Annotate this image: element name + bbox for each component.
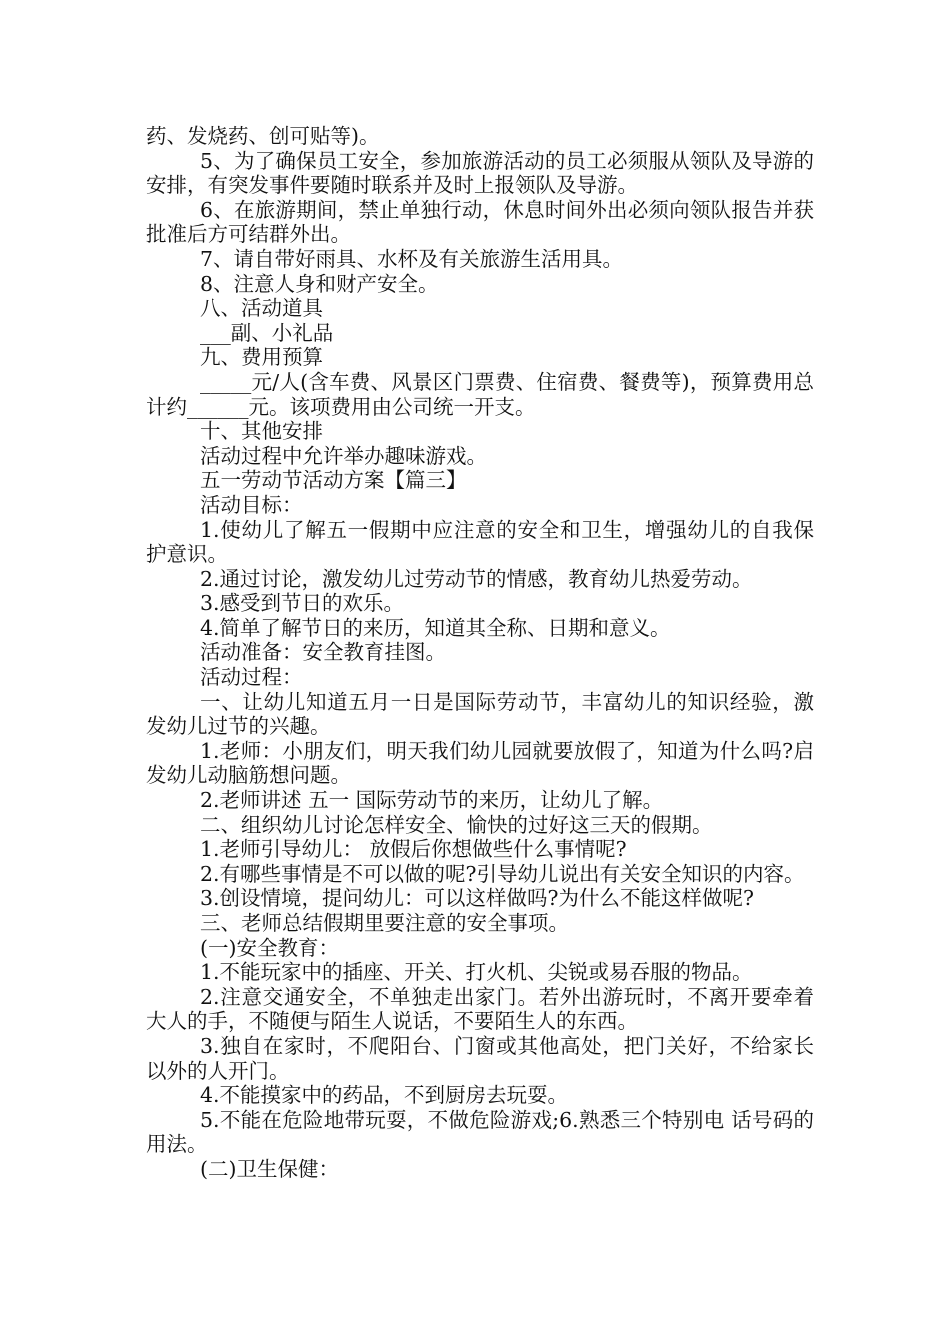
section-heading-other: 十、其他安排 xyxy=(200,419,323,444)
safety-item: 5.不能在危险地带玩耍，不做危险游戏;6.熟悉三个特别电 话号码的用法。 xyxy=(146,1107,814,1157)
process-item: 1.老师：小朋友们，明天我们幼儿园就要放假了，知道为什么吗?启发幼儿动脑筋想问题。 xyxy=(146,738,814,788)
heading-process: 活动过程： xyxy=(200,665,303,690)
heading-goals: 活动目标： xyxy=(200,492,303,517)
heading-preparation: 活动准备：安全教育挂图。 xyxy=(200,640,446,665)
process-item: 2.老师讲述 五一 国际劳动节的来历，让幼儿了解。 xyxy=(200,788,664,813)
process-item: 1.老师引导幼儿： 放假后你想做些什么事情呢? xyxy=(200,837,627,862)
paragraph-continuation: 药、发烧药、创可贴等)。 xyxy=(146,124,380,148)
paragraph-rule-7: 7、请自带好雨具、水杯及有关旅游生活用具。 xyxy=(200,246,624,271)
section-heading-budget: 九、费用预算 xyxy=(200,345,323,370)
subheading-safety: (一)安全教育： xyxy=(200,935,339,960)
paragraph-rule-6: 6、在旅游期间，禁止单独行动，休息时间外出必须向领队报告并获批准后方可结群外出。 xyxy=(146,197,814,247)
goal-item: 2.通过讨论，激发幼儿过劳动节的情感，教育幼儿热爱劳动。 xyxy=(200,566,753,591)
goal-item: 1.使幼儿了解五一假期中应注意的安全和卫生，增强幼儿的自我保护意识。 xyxy=(146,517,814,567)
paragraph-rule-5: 5、为了确保员工安全，参加旅游活动的员工必须服从领队及导游的安排，有突发事件要随时联系并及时上报领队及导游。 xyxy=(146,148,814,198)
safety-item: 3.独自在家时，不爬阳台、门窗或其他高处，把门关好，不给家长以外的人开门。 xyxy=(146,1033,814,1083)
process-item: 2.有哪些事情是不可以做的呢?引导幼儿说出有关安全知识的内容。 xyxy=(200,861,805,886)
process-step: 三、老师总结假期里要注意的安全事项。 xyxy=(200,911,569,935)
process-step: 一、让幼儿知道五月一日是国际劳动节，丰富幼儿的知识经验，激发幼儿过节的兴趣。 xyxy=(146,689,814,739)
paragraph-rule-8: 8、注意人身和财产安全。 xyxy=(200,271,439,296)
safety-item: 1.不能玩家中的插座、开关、打火机、尖锐或易吞服的物品。 xyxy=(200,960,753,985)
goal-item: 4.简单了解节日的来历，知道其全称、日期和意义。 xyxy=(200,615,671,640)
safety-item: 4.不能摸家中的药品，不到厨房去玩耍。 xyxy=(200,1083,569,1108)
process-step: 二、组织幼儿讨论怎样安全、愉快的过好这三天的假期。 xyxy=(200,812,713,837)
paragraph-other: 活动过程中允许举办趣味游戏。 xyxy=(200,443,487,468)
paragraph-props: ___副、小礼品 xyxy=(200,320,334,345)
section-heading-props: 八、活动道具 xyxy=(200,296,323,321)
article-title: 五一劳动节活动方案【篇三】 xyxy=(200,468,467,493)
document-body xyxy=(146,124,814,1182)
paragraph-budget: _____元/人(含车费、风景区门票费、住宿费、餐费等)，预算费用总计约______元。该项费用由公司统一开支。 xyxy=(146,369,814,419)
goal-item: 3.感受到节日的欢乐。 xyxy=(200,591,405,616)
safety-item: 2.注意交通安全，不单独走出家门。若外出游玩时，不离开要牵着大人的手，不随便与陌生人说话，不要陌生人的东西。 xyxy=(146,984,814,1034)
process-item: 3.创设情境，提问幼儿：可以这样做吗?为什么不能这样做呢? xyxy=(200,886,755,911)
subheading-hygiene: (二)卫生保健： xyxy=(200,1156,339,1181)
